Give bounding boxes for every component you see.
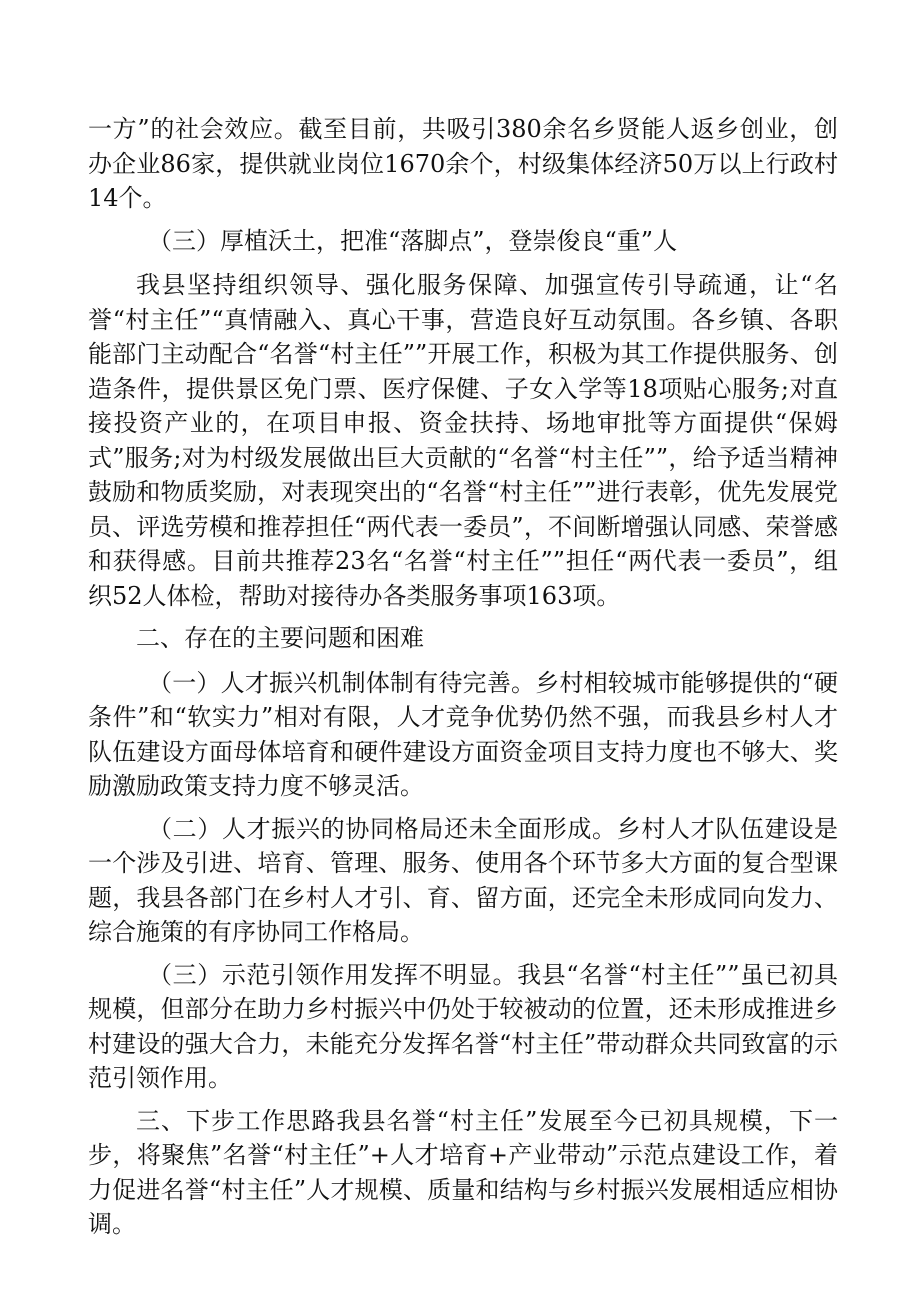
paragraph-problem-two: （二）人才振兴的协同格局还未全面形成。乡村人才队伍建设是一个涉及引进、培育、管理、服务、使用各个环节多大方面的复合型课题，我县各部门在乡村人才引、育、留方面，还完全未形成同向发力、综合施策的有序协同工作格局。 [88, 814, 838, 946]
paragraph-next-steps: 三、下步工作思路我县名誉“村主任”发展至今已初具规模，下一步，将聚焦”名誉“村主任”+人才培育+产业带动”示范点建设工作，着力促进名誉“村主任”人才规模、质量和结构与乡村振兴发展相适应相协调。 [88, 1106, 838, 1238]
paragraph-continuation: 一方”的社会效应。截至目前，共吸引380余名乡贤能人返乡创业，创办企业86家，提供就业岗位1670余个，村级集体经济50万以上行政村14个。 [88, 115, 838, 212]
section-heading-problems: 二、存在的主要问题和困难 [136, 624, 424, 652]
section-subheading-three: （三）厚植沃土，把准“落脚点”，登崇俊良“重”人 [148, 226, 678, 255]
document-page [88, 112, 838, 1250]
paragraph-problem-one: （一）人才振兴机制体制有待完善。乡村相较城市能够提供的“硬条件”和“软实力”相对有限，人才竞争优势仍然不强，而我县乡村人才队伍建设方面母体培育和硬件建设方面资金项目支持力度也不够大、奖励激励政策支持力度不够灵活。 [88, 668, 838, 800]
paragraph-support-measures: 我县坚持组织领导、强化服务保障、加强宣传引导疏通，让“名誉“村主任”“真情融入、真心干事，营造良好互动氛围。各乡镇、各职能部门主动配合“名誉“村主任””开展工作，积极为其工作提供服务、创造条件，提供景区免门票、医疗保健、子女入学等18项贴心服务;对直接投资产业的，在项目申报、资金扶持、场地审批等方面提供“保姆式”服务;对为村级发展做出巨大贡献的“名誉“村主任””，给予适当精神鼓励和物质奖励，对表现突出的“名誉“村主任””进行表彰，优先发展党员、评选劳模和推荐担任“两代表一委员”，不间断增强认同感、荣誉感和获得感。目前共推荐23名“名誉“村主任””担任“两代表一委员”，组织52人体检，帮助对接待办各类服务事项163项。 [88, 271, 838, 610]
paragraph-problem-three: （三）示范引领作用发挥不明显。我县“名誉“村主任””虽已初具规模，但部分在助力乡村振兴中仍处于较被动的位置，还未形成推进乡村建设的强大合力，未能充分发挥名誉“村主任”带动群众共同致富的示范引领作用。 [88, 960, 838, 1092]
